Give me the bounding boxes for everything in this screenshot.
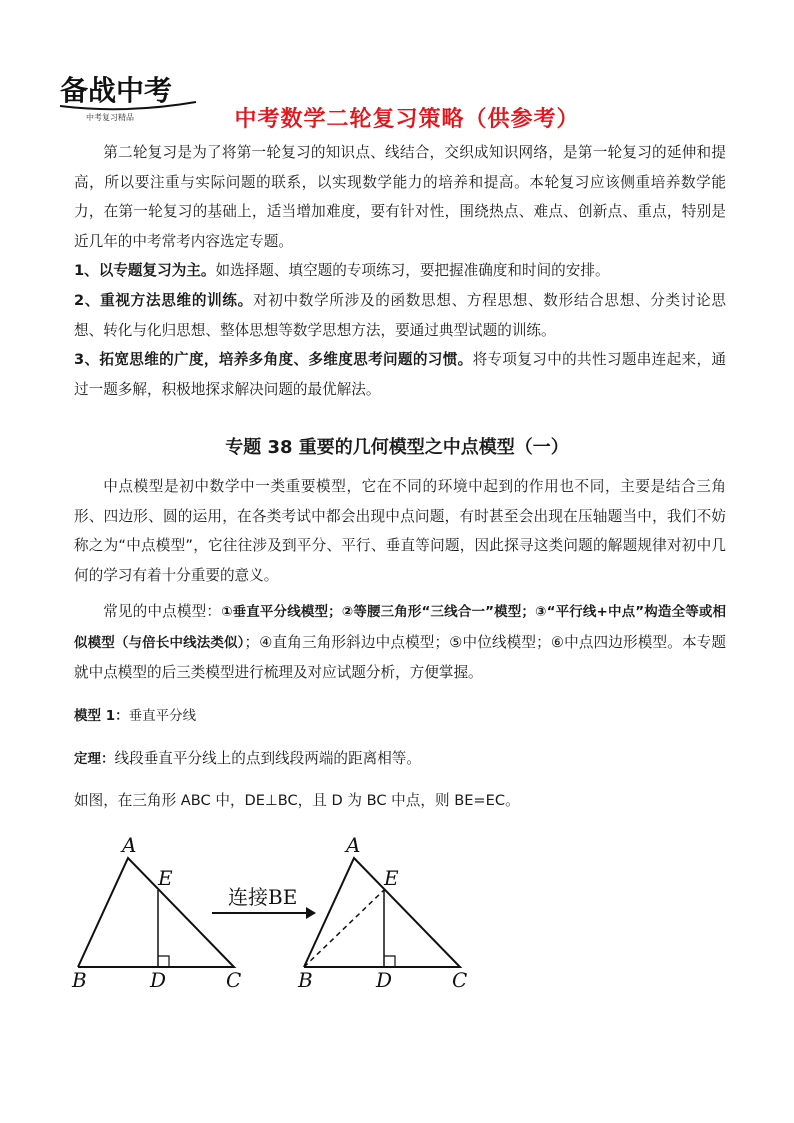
logo-subtext: 中考复习精品 [86, 113, 134, 122]
point-3-text: 将专项复习中的共性习题串连起来，通过一题多解，积极地探求解决问题的最优解法。 [74, 351, 726, 398]
common-models-rest: ；④直角三角形斜边中点模型；⑤中位线模型；⑥中点四边形模型。本专题就中点模型的后三类模型进行梳理及对应试题分析，方便掌握。 [74, 633, 727, 681]
theorem-text: 线段垂直平分线上的点到线段两端的距离相等。 [114, 750, 421, 767]
common-models-bold: ①垂直平分线模型；②等腰三角形“三线合一”模型；③“平行线+中点”构造全等或相似模型（与倍长中线法类似） [74, 604, 726, 651]
point-2-bold: 2、重视方法思维的训练。 [74, 292, 253, 309]
label-b-right: B [298, 968, 313, 992]
intro-paragraph: 第二轮复习是为了将第一轮复习的知识点、线结合，交织成知识网络，是第一轮复习的延伸和提高，所以要注重与实际问题的联系，以实现数学能力的培养和提高。本轮复习应该侧重培养数学能力，在第一轮复习的基础上，适当增加难度，要有针对性，围绕热点、难点、创新点、重点，特别是近几年的中考常考内容选定专题。 [74, 144, 726, 250]
section-intro: 中点模型是初中数学中一类重要模型，它在不同的环境中起到的作用也不同，主要是结合三角形、四边形、圆的运用，在各类考试中都会出现中点问题，有时甚至会出现在压轴题当中，我们不妨称之为“中点模型”，它往往涉及到平分、平行、垂直等问题，因此探寻这类问题的解题规律对初中几何的学习有着十分重要的意义。 [74, 478, 726, 584]
model-1-heading [74, 702, 726, 732]
label-d-left: D [150, 968, 167, 992]
point-1-text: 如选择题、填空题的专项练习，要把握准确度和时间的安排。 [215, 262, 610, 279]
model-1-name: 垂直平分线 [128, 708, 197, 724]
common-models [74, 597, 726, 688]
model-1-label: 模型 1： [74, 708, 129, 724]
connect-arrow [212, 885, 316, 919]
label-c-right: C [452, 968, 468, 992]
point-3-bold: 3、拓宽思维的广度，培养多角度、多维度思考问题的习惯。 [74, 351, 473, 368]
label-e-left: E [158, 866, 173, 890]
theorem [74, 744, 726, 775]
label-c-left: C [226, 968, 242, 992]
triangle-right [297, 833, 467, 992]
point-3 [74, 345, 726, 404]
section-title: 专题 38 重要的几何模型之中点模型（一） [225, 437, 569, 458]
arrow-label: 连接BE [228, 885, 298, 909]
label-b-left: B [72, 968, 87, 992]
point-1-bold: 1、以专题复习为主。 [74, 262, 216, 279]
page-title: 中考数学二轮复习策略（供参考） [234, 107, 580, 132]
label-a-right: A [346, 833, 361, 857]
point-2 [74, 286, 726, 345]
point-2-text: 对初中数学所涉及的函数思想、方程思想、数形结合思想、分类讨论思想、转化与化归思想、整体思想等数学思想方法，要通过典型试题的训练。 [74, 292, 726, 339]
theorem-label: 定理： [74, 751, 115, 767]
label-e-right: E [384, 866, 399, 890]
example-text: 如图，在三角形 ABC 中，DE⊥BC，且 D 为 BC 中点，则 BE=EC。 [74, 792, 520, 809]
label-d-right: D [376, 968, 393, 992]
common-models-lead: 常见的中点模型： [103, 603, 222, 620]
point-1 [74, 256, 726, 286]
geometry-figure [68, 830, 488, 995]
label-a-left: A [122, 833, 137, 857]
logo-text: 备战中考 [60, 74, 173, 107]
